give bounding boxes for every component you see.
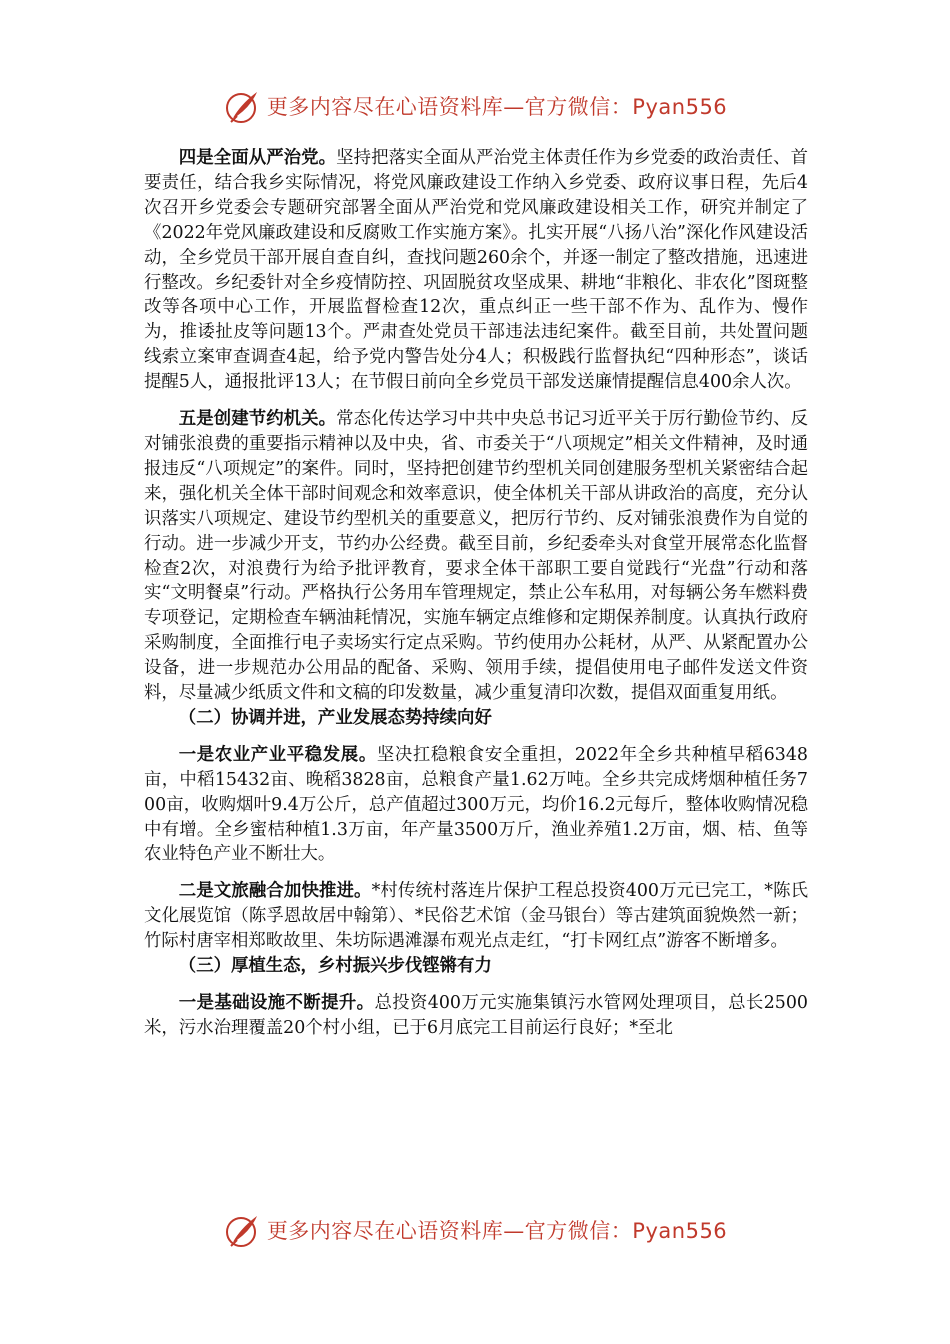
quill-pen-circle-icon <box>223 86 263 126</box>
footer-banner <box>0 1208 950 1252</box>
section-heading-ecology: （三）厚植生态，乡村振兴步伐铿锵有力 <box>178 956 492 977</box>
header-banner <box>0 84 950 128</box>
paragraph-text: 坚持把落实全面从严治党主体责任作为乡党委的政治责任、首要责任，结合我乡实际情况，将党风廉政建设工作纳入乡党委、政府议事日程，先后4次召开乡党委会专题研究部署全面从严治党和党风廉政建设相关工作，研究并制定了《2022年党风廉政建设和反腐败工作实施方案》。扎实开展“八扬八治”深化作风建设活动，全乡党员干部开展自查自纠，查找问题260余个，并逐一制定了整改措施，迅速进行整改。乡纪委针对全乡疫情防控、巩固脱贫攻坚成果、耕地“非粮化、非农化”图斑整改等各项中心工作，开展监督检查12次，重点纠正一些干部不作为、乱作为、慢作为，推诿扯皮等问题13个。严肃查处党员干部违法违纪案件。截至目前，共处置问题线索立案审查调查4起，给予党内警告处分4人；积极践行监督执纪“四种形态”，谈话提醒5人，通报批评13人；在节假日前向全乡党员干部发送廉情提醒信息400余人次。 <box>144 148 808 393</box>
paragraph-culture-tourism <box>144 879 808 954</box>
paragraph-lead: 一是基础设施不断提升。 <box>178 993 375 1013</box>
paragraph-frugal-office <box>144 407 808 706</box>
paragraph-infrastructure <box>144 991 808 1041</box>
quill-pen-circle-icon <box>223 1210 263 1250</box>
paragraph-lead: 五是创建节约机关。 <box>178 409 337 430</box>
paragraph-agriculture <box>144 743 808 868</box>
banner-text: 更多内容尽在心语资料库—官方微信：Pyan556 <box>266 1219 728 1243</box>
banner-text: 更多内容尽在心语资料库—官方微信：Pyan556 <box>266 95 728 119</box>
paragraph-party-discipline <box>144 146 808 395</box>
paragraph-text: 坚决扛稳粮食安全重担，2022年全乡共种植早稻6348亩，中稻15432亩、晚稻3828亩，总粮食产量1.62万吨。全乡共完成烤烟种植任务700亩，收购烟叶9.4万公斤，总产值超过300万元，均价16.2元每斤，整体收购情况稳中有增。全乡蜜桔种植1.3万亩，年产量3500万斤，渔业养殖1.2万亩，烟、桔、鱼等农业特色产业不断壮大。 <box>144 744 808 865</box>
section-heading-industry: （二）协调并进，产业发展态势持续向好 <box>178 707 492 728</box>
paragraph-lead: 一是农业产业平稳发展。 <box>178 744 377 765</box>
paragraph-lead: 四是全面从严治党。 <box>178 148 337 168</box>
paragraph-lead: 二是文旅融合加快推进。 <box>178 881 372 902</box>
document-body <box>144 146 808 1041</box>
paragraph-text: *村传统村落连片保护工程总投资400万元已完工，*陈氏文化展览馆（陈孚恩故居中翰第）、*民俗艺术馆（金马银台）等古建筑面貌焕然一新；竹际村唐宰相郑畋故里、朱坊际遇滩瀑布观光点走红，“打卡网红点”游客不断增多。 <box>144 881 808 952</box>
paragraph-text: 常态化传达学习中共中央总书记习近平关于厉行勤俭节约、反对铺张浪费的重要指示精神以及中央，省、市委关于“八项规定”相关文件精神，及时通报违反“八项规定”的案件。同时，坚持把创建节约型机关同创建服务型机关紧密结合起来，强化机关全体干部时间观念和效率意识，使全体机关干部从讲政治的高度，充分认识落实八项规定、建设节约型机关的重要意义，把厉行节约、反对铺张浪费作为自觉的行动。进一步减少开支，节约办公经费。截至目前，乡纪委牵头对食堂开展常态化监督检查2次，对浪费行为给予批评教育，要求全体干部职工要自觉践行“光盘”行动和落实“文明餐桌”行动。严格执行公务用车管理规定，禁止公车私用，对每辆公务车燃料费专项登记，定期检查车辆油耗情况，实施车辆定点维修和定期保养制度。认真执行政府采购制度，全面推行电子卖场实行定点采购。节约使用办公耗材，从严、从紧配置办公设备，进一步规范办公用品的配备、采购、领用手续，提倡使用电子邮件发送文件资料，尽量减少纸质文件和文稿的印发数量，减少重复清印次数，提倡双面重复用纸。 <box>144 409 808 704</box>
paragraph-text: 总投资400万元实施集镇污水管网处理项目，总长2500米，污水治理覆盖20个村小组，已于6月底完工目前运行良好；*至北 <box>144 993 808 1038</box>
